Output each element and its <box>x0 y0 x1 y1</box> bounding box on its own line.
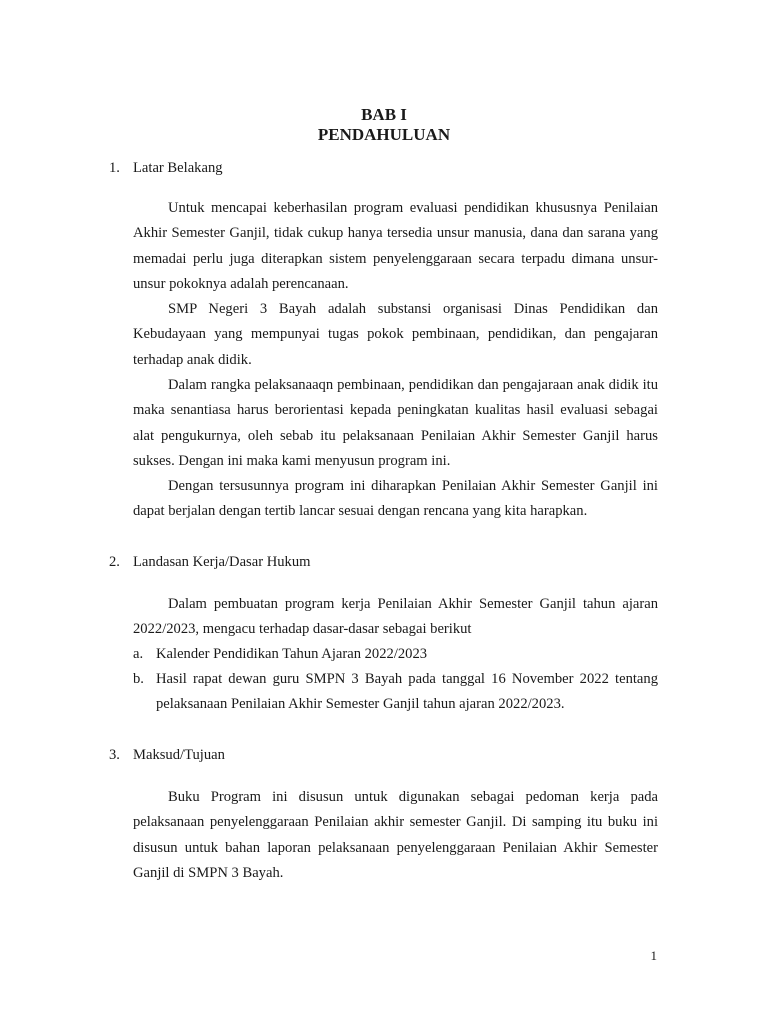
list-item-text: Kalender Pendidikan Tahun Ajaran 2022/2023 <box>156 646 428 662</box>
section-title: Latar Belakang <box>133 160 223 176</box>
section-number: 3. <box>109 747 120 763</box>
section-heading-latar-belakang <box>109 158 223 178</box>
paragraph: Dalam rangka pelaksanaaqn pembinaan, pendidikan dan pengajaraan anak didik itu maka senantiasa harus berorientasi kepada peningkatan kualitas hasil evaluasi sebagai alat pengukurnya, oleh sebab itu pelaksanaan Penilaian Akhir Semester Ganjil harus sukses. Dengan ini maka kami menyusun program ini. <box>133 377 658 470</box>
page-number: 1 <box>650 948 657 963</box>
list-item-text: Hasil rapat dewan guru SMPN 3 Bayah pada tanggal 16 November 2022 tentang pelaksanaan Penilaian Akhir Semester Ganjil tahun ajaran 2022/2023. <box>156 671 658 713</box>
paragraph: SMP Negeri 3 Bayah adalah substansi organisasi Dinas Pendidikan dan Kebudayaan yang mempunyai tugas pokok pembinaan, pendidikan, dan pengajaran terhadap anak didik. <box>133 301 658 368</box>
list-marker: a. <box>133 646 144 662</box>
chapter-number: BAB I <box>361 105 407 124</box>
section-heading-maksud-tujuan <box>109 745 225 765</box>
paragraph: Dalam pembuatan program kerja Penilaian Akhir Semester Ganjil tahun ajaran 2022/2023, mengacu terhadap dasar-dasar sebagai berikut <box>133 596 658 638</box>
paragraph: Buku Program ini disusun untuk digunakan sebagai pedoman kerja pada pelaksanaan penyelenggaraan Penilaian akhir semester Ganjil. Di samping itu buku ini disusun untuk bahan laporan pelaksanaan penyelenggaraan Penilaian Akhir Semester Ganjil di SMPN 3 Bayah. <box>133 789 658 882</box>
paragraph: Dengan tersusunnya program ini diharapkan Penilaian Akhir Semester Ganjil ini dapat berjalan dengan tertib lancar sesuai dengan rencana yang kita harapkan. <box>133 478 658 520</box>
section-title: Maksud/Tujuan <box>133 747 225 763</box>
list-item <box>133 667 658 718</box>
list-item <box>133 642 658 667</box>
list-marker: b. <box>133 671 144 687</box>
chapter-title: PENDAHULUAN <box>317 125 451 144</box>
section-title: Landasan Kerja/Dasar Hukum <box>133 554 311 570</box>
paragraph: Untuk mencapai keberhasilan program evaluasi pendidikan khususnya Penilaian Akhir Semester Ganjil, tidak cukup hanya tersedia unsur manusia, dana dan sarana yang memadai perlu juga diterapkan sistem penyelenggaraan secara terpadu dimana unsur-unsur pokoknya adalah perencanaan. <box>133 200 658 293</box>
section-number: 2. <box>109 554 120 570</box>
section-number: 1. <box>109 160 120 176</box>
section-heading-landasan-kerja <box>109 552 311 572</box>
